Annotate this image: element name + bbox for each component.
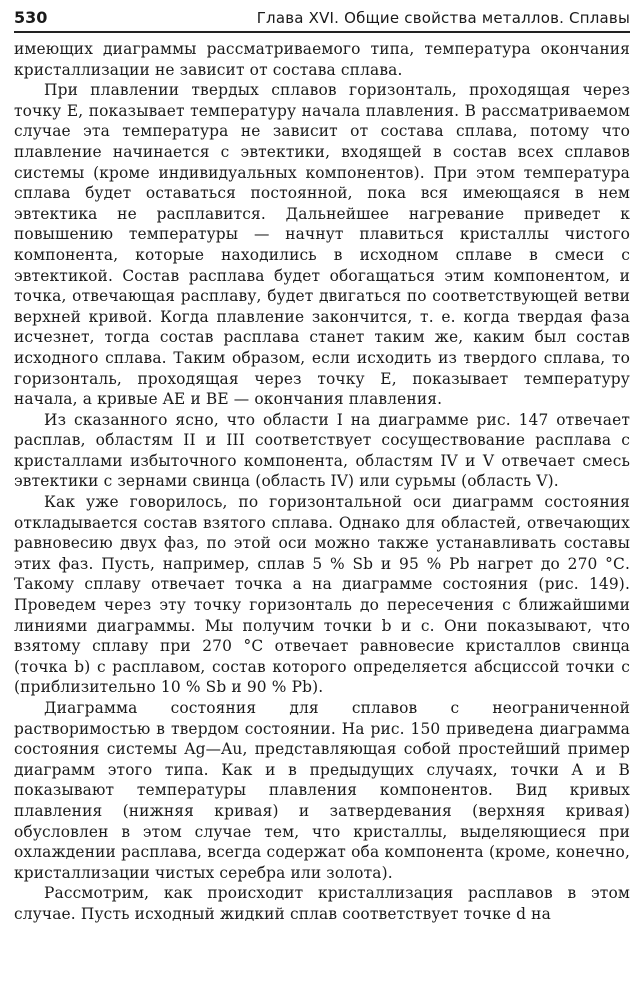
paragraph: имеющих диаграммы рассматриваемого типа, температура окончания кристаллизации не зависит от состава сплава. [14,40,630,79]
paragraph: Рассмотрим, как происходит кристаллизация расплавов в этом случае. Пусть исходный жидкий сплав соответствует точке d на [14,884,630,923]
page-number: 530 [14,8,48,27]
page-header [14,8,630,33]
paragraph: Как уже говорилось, по горизонтальной оси диаграмм состояния откладывается состав взятого сплава. Однако для областей, отвечающих равновесию двух фаз, по этой оси можно также устанавливать составы этих фаз. Пусть, например, сплав 5 % Sb и 95 % Pb нагрет до 270 °С. Такому сплаву отвечает точка a на диаграмме состояния (рис. 149). Проведем через эту точку горизонталь до пересечения с ближайшими линиями диаграммы. Мы получим точки b и c. Они показывают, что взятому сплаву при 270 °С отвечает равновесие кристаллов свинца (точка b) с расплавом, состав которого определяется абсциссой точки c (приблизительно 10 % Sb и 90 % Pb). [14,493,630,697]
paragraph: Из сказанного ясно, что области I на диаграмме рис. 147 отвечает расплав, областям II и III соответствует сосуществование расплава с кристаллами избыточного компонента, областям IV и V отвечает смесь эвтектики с зернами свинца (область IV) или сурьмы (область V). [14,410,630,491]
paragraph-section-heading: Диаграмма состояния для сплавов с неограниченной растворимостью в твердом состоянии. На рис. 150 приведена диаграмма состояния системы Ag—Au, представляющая собой простейший пример диаграмм этого типа. Как и в предыдущих случаях, точки A и B показывают температуры плавления компонентов. Вид кривых плавления (нижняя кривая) и затвердевания (верхняя кривая) обусловлен в этом случае тем, что кристаллы, выделяющиеся при охлаждении расплава, всегда содержат оба компонента (кроме, конечно, кристаллизации чистых серебра или золота). [14,699,630,882]
body-text [14,39,630,925]
running-title: Глава XVI. Общие свойства металлов. Сплавы [256,9,630,27]
paragraph: При плавлении твердых сплавов горизонталь, проходящая через точку E, показывает температуру начала плавления. В рассматриваемом случае эта температура не зависит от состава сплава, потому что плавление начинается с эвтектики, входящей в состав всех сплавов системы (кроме индивидуальных компонентов). При этом температура сплава будет оставаться постоянной, пока вся имеющаяся в нем эвтектика не расплавится. Дальнейшее нагревание приведет к повышению температуры — начнут плавиться кристаллы чистого компонента, которые находились в исходном сплаве в смеси с эвтектикой. Состав расплава будет обогащаться этим компонентом, и точка, отвечающая расплаву, будет двигаться по соответствующей ветви верхней кривой. Когда плавление закончится, т. е. когда твердая фаза исчезнет, тогда состав расплава станет таким же, каким был состав исходного сплава. Таким образом, если исходить из твердого сплава, то горизонталь, проходящая через точку E, показывает температуру начала, а кривые AE и BE — окончания плавления. [14,81,630,409]
